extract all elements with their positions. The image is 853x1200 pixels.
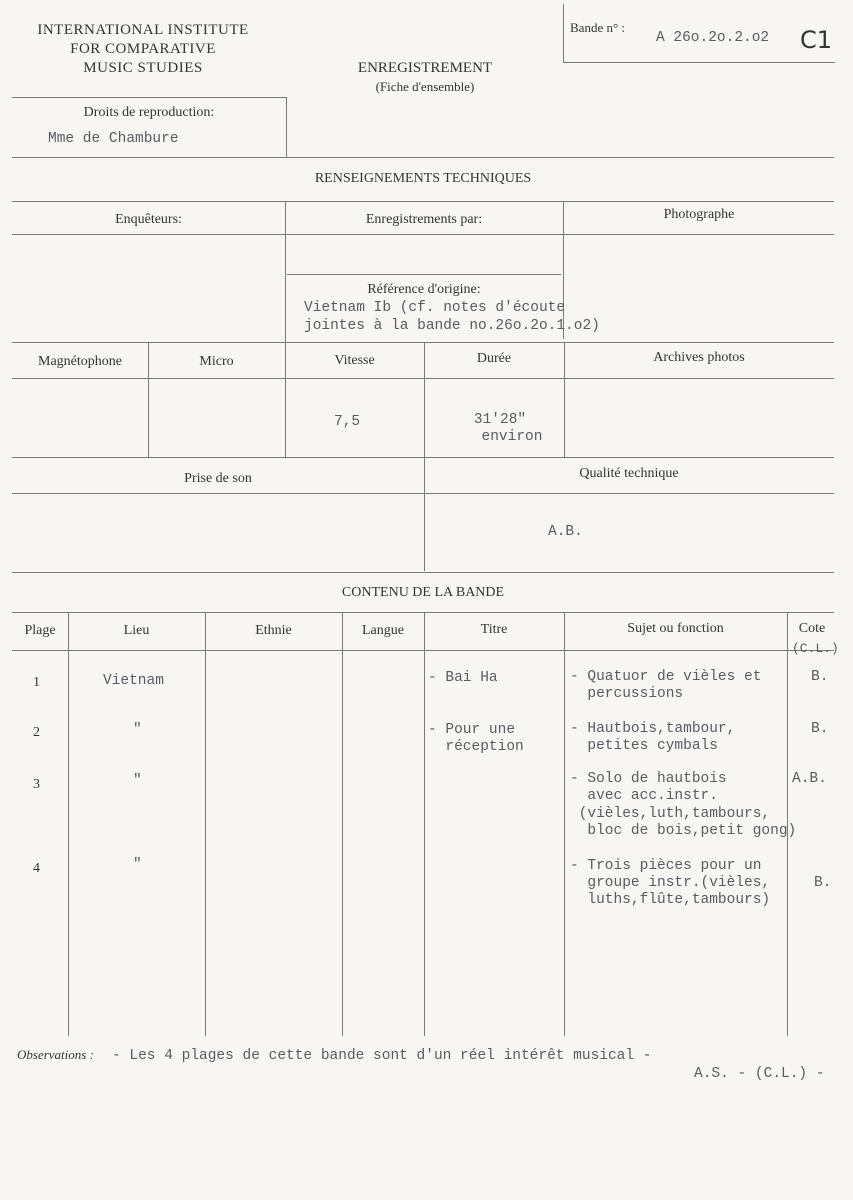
- micro-label: Micro: [199, 354, 234, 369]
- contenu-col-line-4: [424, 612, 425, 1036]
- row-2-plage: 2: [33, 725, 40, 740]
- droits-right-line: [286, 97, 287, 157]
- doc-subtitle: (Fiche d'ensemble): [375, 79, 475, 94]
- row-4-sujet-2: groupe instr.(vièles,: [570, 875, 771, 891]
- contenu-col-line-2: [205, 612, 206, 1036]
- bande-box-left: [563, 4, 564, 62]
- contenu-col-line-1: [68, 612, 69, 1036]
- row-2-cote: B.: [811, 721, 829, 737]
- cote-note: (C.L.): [792, 641, 839, 656]
- col-header-ethnie: Ethnie: [255, 623, 292, 638]
- row-4-sujet-1: - Trois pièces pour un: [570, 858, 762, 874]
- row-3-sujet-4: bloc de bois,petit gong): [570, 823, 797, 839]
- col-header-plage: Plage: [24, 623, 56, 638]
- row-2-titre-1: - Pour une: [428, 722, 516, 738]
- tech-header-top: [12, 201, 834, 202]
- row-1-titre: - Bai Ha: [428, 670, 498, 686]
- enqueteurs-label: Enquêteurs:: [115, 212, 182, 227]
- magnetophone-label: Magnétophone: [38, 354, 122, 369]
- row-1-sujet-2: percussions: [570, 686, 684, 702]
- col-header-lieu: Lieu: [123, 623, 150, 638]
- row-4-sujet-3: luths,flûte,tambours): [570, 892, 771, 908]
- equip-header-top: [12, 342, 834, 343]
- row-1-cote: B.: [811, 669, 829, 685]
- vitesse-value: 7,5: [334, 414, 361, 430]
- row-2-sujet-1: - Hautbois,tambour,: [570, 721, 736, 737]
- photographe-label: Photographe: [663, 207, 735, 222]
- observations-line-1: - Les 4 plages de cette bande sont d'un réel intérêt musical -: [112, 1048, 652, 1064]
- tech-header-bottom: [12, 234, 834, 235]
- archives-label: Archives photos: [653, 350, 745, 365]
- qualite-label: Qualité technique: [579, 466, 679, 481]
- col-header-sujet: Sujet ou fonction: [627, 621, 724, 636]
- tech-section-title: RENSEIGNEMENTS TECHNIQUES: [314, 171, 532, 186]
- droits-value: Mme de Chambure: [48, 131, 179, 147]
- row-2-sujet-2: petites cymbals: [570, 738, 718, 754]
- contenu-col-line-3: [342, 612, 343, 1036]
- reference-line-1: Vietnam Ib (cf. notes d'écoute: [304, 300, 566, 316]
- duree-value-line-2: environ: [481, 429, 543, 445]
- equip-header-bottom: [12, 378, 834, 379]
- row-4-plage: 4: [33, 861, 40, 876]
- contenu-header-top: [12, 612, 834, 613]
- row-2-lieu: ": [133, 722, 142, 738]
- vitesse-label: Vitesse: [334, 353, 375, 368]
- row-3-sujet-3: (vièles,luth,tambours,: [570, 806, 771, 822]
- reference-top-line: [287, 274, 561, 275]
- qualite-value: A.B.: [548, 524, 583, 540]
- row-4-lieu: ": [133, 857, 142, 873]
- row-1-sujet-1: - Quatuor de vièles et: [570, 669, 762, 685]
- institute-line-3: MUSIC STUDIES: [83, 60, 203, 76]
- row-2-titre-2: réception: [428, 739, 524, 755]
- row-1-plage: 1: [33, 675, 40, 690]
- row-3-plage: 3: [33, 777, 40, 792]
- droits-bottom-line: [12, 157, 834, 158]
- prise-header-top: [12, 457, 834, 458]
- doc-title: ENREGISTREMENT: [357, 60, 493, 76]
- contenu-header-bottom: [12, 650, 834, 651]
- institute-name: [12, 21, 274, 78]
- bande-label: Bande n° :: [570, 20, 626, 35]
- reference-label: Référence d'origine:: [367, 282, 481, 297]
- prise-header-bottom: [12, 493, 834, 494]
- institute-line-1: INTERNATIONAL INSTITUTE: [37, 22, 249, 38]
- observations-line-2: A.S. - (C.L.) -: [694, 1066, 825, 1082]
- bande-handwritten-note: C1: [800, 26, 833, 54]
- duree-label: Durée: [476, 351, 512, 366]
- col-header-cote: Cote: [798, 621, 826, 636]
- reference-line-2: jointes à la bande no.26o.2o.1.o2): [304, 318, 600, 334]
- prise-label: Prise de son: [184, 471, 252, 486]
- observations-label: Observations :: [17, 1047, 94, 1062]
- institute-line-2: FOR COMPARATIVE: [70, 41, 216, 57]
- contenu-section-title: CONTENU DE LA BANDE: [341, 585, 505, 600]
- col-header-langue: Langue: [362, 623, 404, 638]
- droits-label: Droits de reproduction:: [83, 105, 215, 120]
- row-3-sujet-1: - Solo de hautbois: [570, 771, 727, 787]
- col-header-titre: Titre: [480, 622, 508, 637]
- tech-col-line-1: [285, 201, 286, 457]
- row-4-cote: B.: [814, 875, 832, 891]
- tech-bottom-line: [12, 572, 834, 573]
- row-1-lieu: Vietnam: [103, 673, 164, 689]
- bande-number: A 26o.2o.2.o2: [656, 30, 770, 46]
- row-3-cote: A.B.: [792, 771, 827, 787]
- row-3-lieu: ": [133, 773, 142, 789]
- duree-value-line-1: 31'28": [473, 412, 527, 428]
- row-3-sujet-2: avec acc.instr.: [570, 788, 718, 804]
- bande-box-bottom: [563, 62, 835, 63]
- droits-top-line: [12, 97, 286, 98]
- enregistrements-label: Enregistrements par:: [365, 212, 483, 227]
- contenu-col-line-5: [564, 612, 565, 1036]
